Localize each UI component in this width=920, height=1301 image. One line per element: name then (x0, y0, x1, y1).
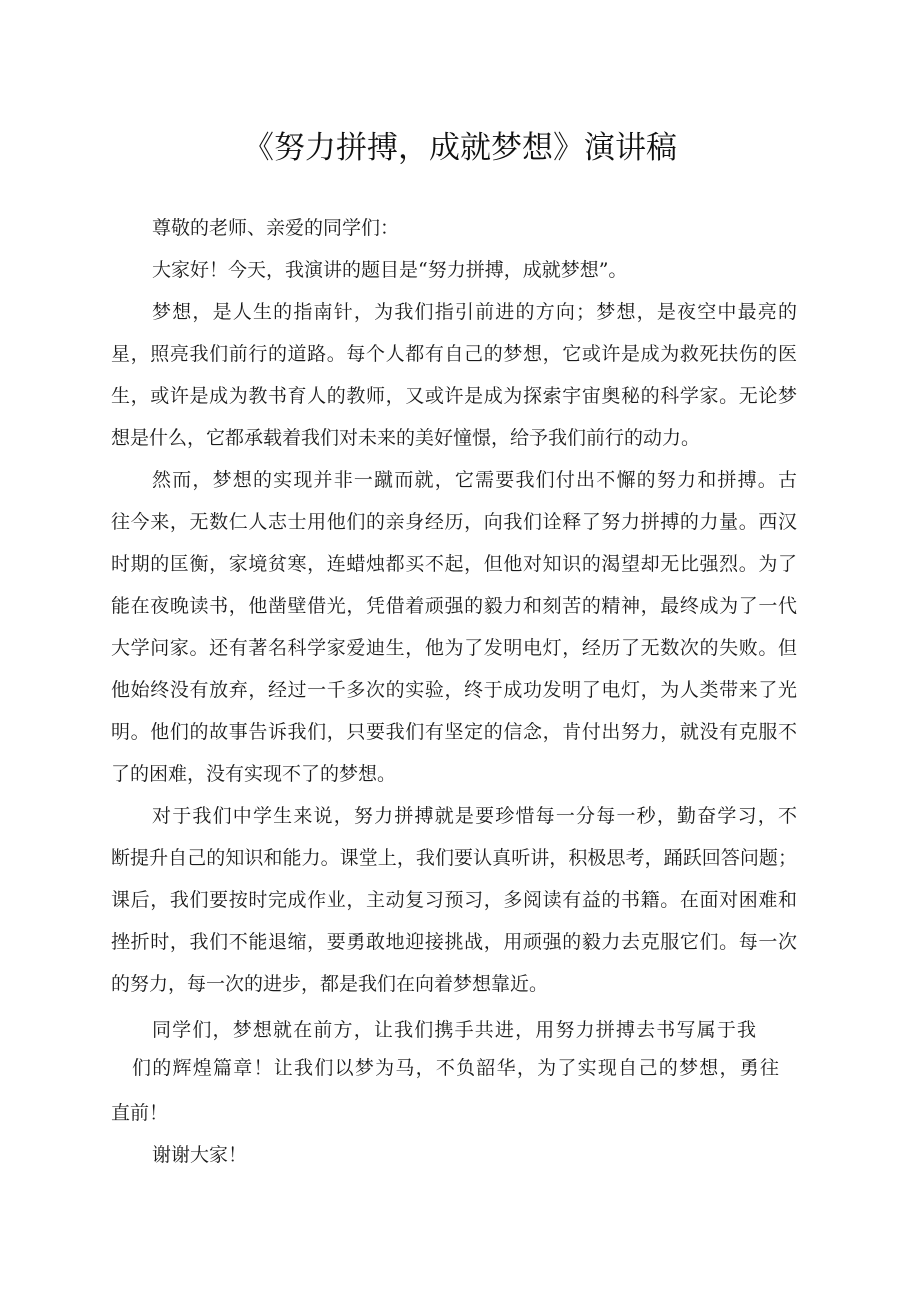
text-line: 的努力，每一次的进步，都是我们在向着梦想靠近。 (111, 973, 549, 995)
text-line: 他始终没有放弃，经过一千多次的实验，终于成功发明了电灯，为人类带来了光 (111, 679, 797, 701)
text-line: 了的困难，没有实现不了的梦想。 (111, 763, 397, 785)
text-line: 能在夜晚读书，他凿壁借光，凭借着顽强的毅力和刻苦的精神，最终成为了一代 (111, 595, 797, 617)
text-line: 然而，梦想的实现并非一蹴而就，它需要我们付出不懈的努力和拼搏。古 (152, 469, 797, 491)
text-line: 大家好！今天，我演讲的题目是“努力拼搏，成就梦想”。 (152, 259, 628, 281)
text-line: 往今来，无数仁人志士用他们的亲身经历，向我们诠释了努力拼搏的力量。西汉 (111, 511, 797, 533)
text-line: 梦想，是人生的指南针，为我们指引前进的方向；梦想，是夜空中最亮的 (152, 301, 797, 323)
text-line: 想是什么，它都承载着我们对未来的美好憧憬，给予我们前行的动力。 (111, 427, 701, 449)
text-line: 大学问家。还有著名科学家爱迪生，他为了发明电灯，经历了无数次的失败。但 (111, 637, 797, 659)
text-line: 明。他们的故事告诉我们，只要我们有坚定的信念，肯付出努力，就没有克服不 (111, 721, 797, 743)
text-line: 断提升自己的知识和能力。课堂上，我们要认真听讲，积极思考，踊跃回答问题； (111, 847, 797, 869)
text-line: 生，或许是成为教书育人的教师，又或许是成为探索宇宙奥秘的科学家。无论梦 (111, 385, 797, 407)
text-line: 挫折时，我们不能退缩，要勇敢地迎接挑战，用顽强的毅力去克服它们。每一次 (111, 931, 797, 953)
text-line: 时期的匡衡，家境贫寒，连蜡烛都买不起，但他对知识的渴望却无比强烈。为了 (111, 553, 797, 575)
text-line: 星，照亮我们前行的道路。每个人都有自己的梦想，它或许是成为救死扶伤的医 (111, 343, 797, 365)
text-line: 同学们，梦想就在前方，让我们携手共进，用努力拼搏去书写属于我 (152, 1019, 756, 1041)
text-line: 课后，我们要按时完成作业，主动复习预习，多阅读有益的书籍。在面对困难和 (111, 889, 797, 911)
text-line: 尊敬的老师、亲爱的同学们： (152, 217, 400, 239)
text-line: 谢谢大家！ (152, 1144, 248, 1166)
text-line: 直前！ (111, 1102, 169, 1124)
page-title: 《努力拼搏，成就梦想》演讲稿 (243, 130, 677, 166)
text-line: 对于我们中学生来说，努力拼搏就是要珍惜每一分每一秒，勤奋学习，不 (152, 805, 797, 827)
text-line: 们的辉煌篇章！让我们以梦为马，不负韶华，为了实现自己的梦想，勇往 (132, 1057, 779, 1079)
